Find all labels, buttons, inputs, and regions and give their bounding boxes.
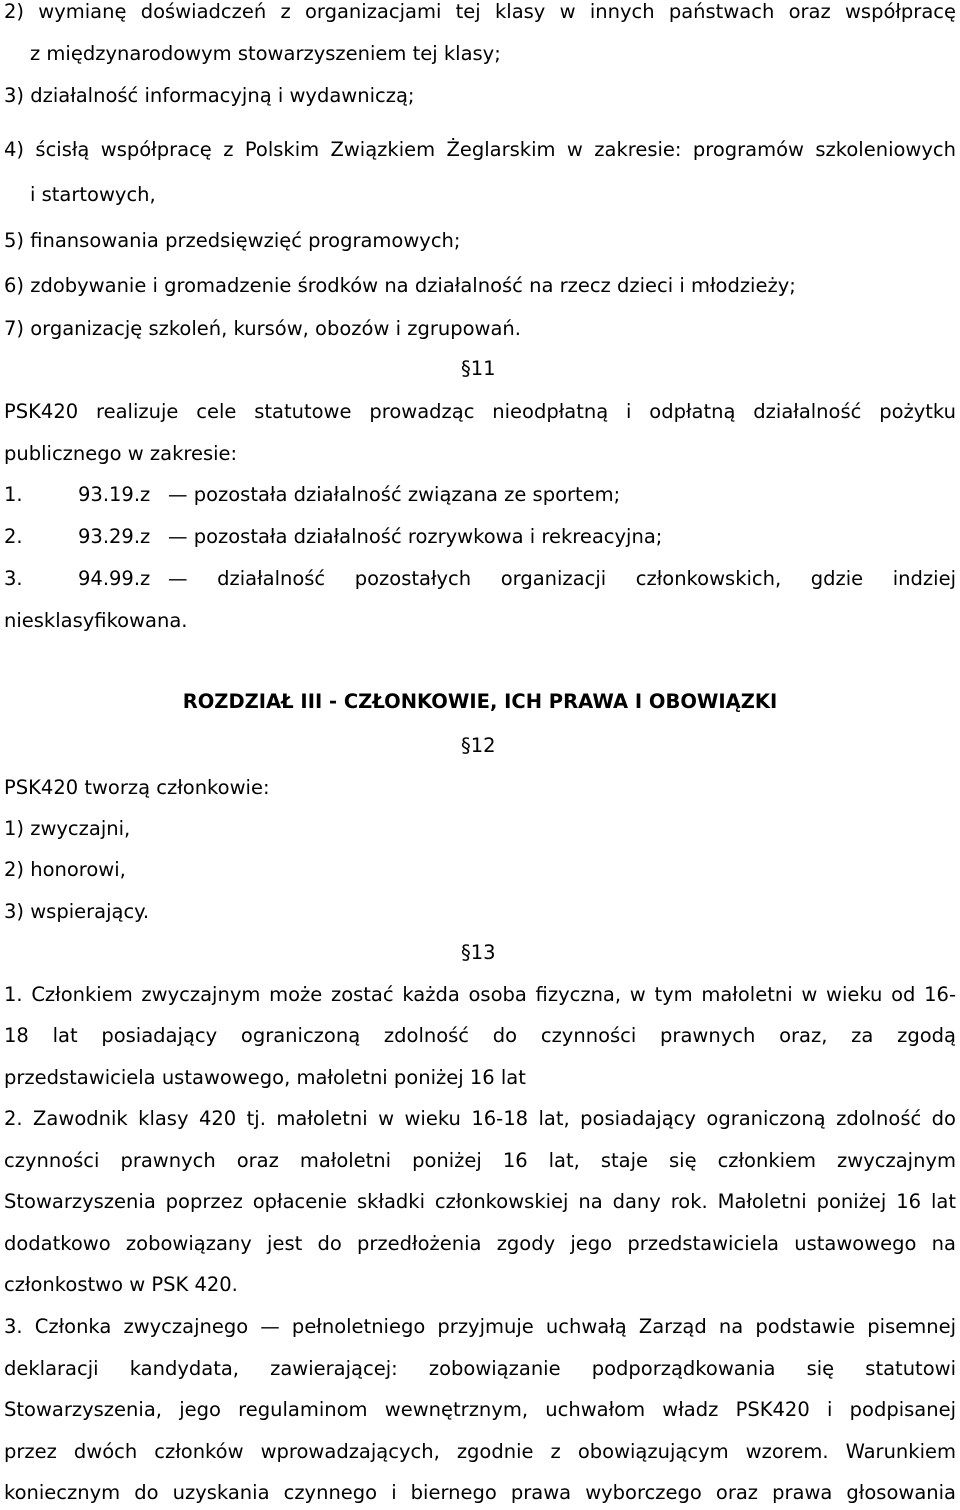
paragraph-13-line-13: koniecznym do uzyskania czynnego i biernego prawa wyborczego oraz prawa głosowania [4, 1481, 956, 1504]
paragraph-13-line-1: 1. Członkiem zwyczajnym może zostać każda osoba fizyczna, w tym małoletni w wieku od 16- [4, 983, 956, 1006]
paragraph-13-line-8: członkostwo w PSK 420. [4, 1273, 238, 1296]
paragraph-13-line-3: przedstawiciela ustawowego, małoletni poniżej 16 lat [4, 1066, 526, 1089]
paragraph-11-text-cont: publicznego w zakresie: [4, 442, 238, 465]
list-item-6: 6) zdobywanie i gromadzenie środków na działalność na rzecz dzieci i młodzieży; [4, 274, 796, 297]
paragraph-number-13: §13 [461, 941, 496, 964]
list-item-7: 7) organizację szkoleń, kursów, obozów i zgrupowań. [4, 317, 521, 340]
pkd-item-2-text: — pozostała działalność rozrywkowa i rekreacyjna; [168, 525, 663, 548]
pkd-item-3-num: 3. [4, 567, 23, 590]
member-type-1: 1) zwyczajni, [4, 817, 131, 840]
pkd-item-2-num: 2. [4, 525, 23, 548]
paragraph-13-line-12: przez dwóch członków wprowadzających, zgodnie z obowiązującym wzorem. Warunkiem [4, 1440, 956, 1463]
paragraph-number-11: §11 [461, 357, 496, 380]
paragraph-13-line-4: 2. Zawodnik klasy 420 tj. małoletni w wieku 16-18 lat, posiadający ograniczoną zdolność do [4, 1107, 956, 1130]
member-type-3: 3) wspierający. [4, 900, 150, 923]
pkd-item-2-code: 93.29.z [78, 525, 151, 548]
pkd-item-1 [4, 483, 956, 507]
chapter-heading: ROZDZIAŁ III - CZŁONKOWIE, ICH PRAWA I OBOWIĄZKI [182, 690, 778, 713]
pkd-item-3-text: — działalność pozostałych organizacji członkowskich, gdzie indziej [168, 567, 956, 590]
pkd-item-2 [4, 525, 956, 549]
pkd-item-3-code: 94.99.z [78, 567, 151, 590]
paragraph-13-line-11: Stowarzyszenia, jego regulaminom wewnętrznym, uchwałom władz PSK420 i podpisanej [4, 1398, 956, 1421]
paragraph-13-line-6: Stowarzyszenia poprzez opłacenie składki członkowskiej na dany rok. Małoletni poniżej 16 lat [4, 1190, 956, 1213]
list-item-2: 2) wymianę doświadczeń z organizacjami tej klasy w innych państwach oraz współpracę [4, 0, 956, 23]
list-item-2-cont: z międzynarodowym stowarzyszeniem tej klasy; [30, 42, 501, 65]
paragraph-13-line-2: 18 lat posiadający ograniczoną zdolność do czynności prawnych oraz, za zgodą [4, 1024, 956, 1047]
paragraph-13-line-9: 3. Członka zwyczajnego — pełnoletniego przyjmuje uchwałą Zarząd na podstawie pisemnej [4, 1315, 956, 1338]
pkd-item-1-code: 93.19.z [78, 483, 151, 506]
member-type-2: 2) honorowi, [4, 858, 126, 881]
list-item-5: 5) finansowania przedsięwzięć programowych; [4, 229, 461, 252]
paragraph-13-line-7: dodatkowo zobowiązany jest do przedłożenia zgody jego przedstawiciela ustawowego na [4, 1232, 956, 1255]
pkd-item-3-cont: niesklasyfikowana. [4, 609, 188, 632]
paragraph-12-text: PSK420 tworzą członkowie: [4, 776, 270, 799]
list-item-4: 4) ścisłą współpracę z Polskim Związkiem Żeglarskim w zakresie: programów szkoleniowych [4, 138, 956, 161]
paragraph-number-12: §12 [461, 734, 496, 757]
pkd-item-1-num: 1. [4, 483, 23, 506]
pkd-item-3 [4, 567, 956, 591]
list-item-4-cont: i startowych, [30, 183, 156, 206]
list-item-3: 3) działalność informacyjną i wydawniczą; [4, 84, 415, 107]
pkd-item-1-text: — pozostała działalność związana ze sportem; [168, 483, 621, 506]
paragraph-13-line-10: deklaracji kandydata, zawierającej: zobowiązanie podporządkowania się statutowi [4, 1357, 956, 1380]
paragraph-11-text: PSK420 realizuje cele statutowe prowadząc nieodpłatną i odpłatną działalność pożytku [4, 400, 956, 423]
paragraph-13-line-5: czynności prawnych oraz małoletni poniżej 16 lat, staje się członkiem zwyczajnym [4, 1149, 956, 1172]
